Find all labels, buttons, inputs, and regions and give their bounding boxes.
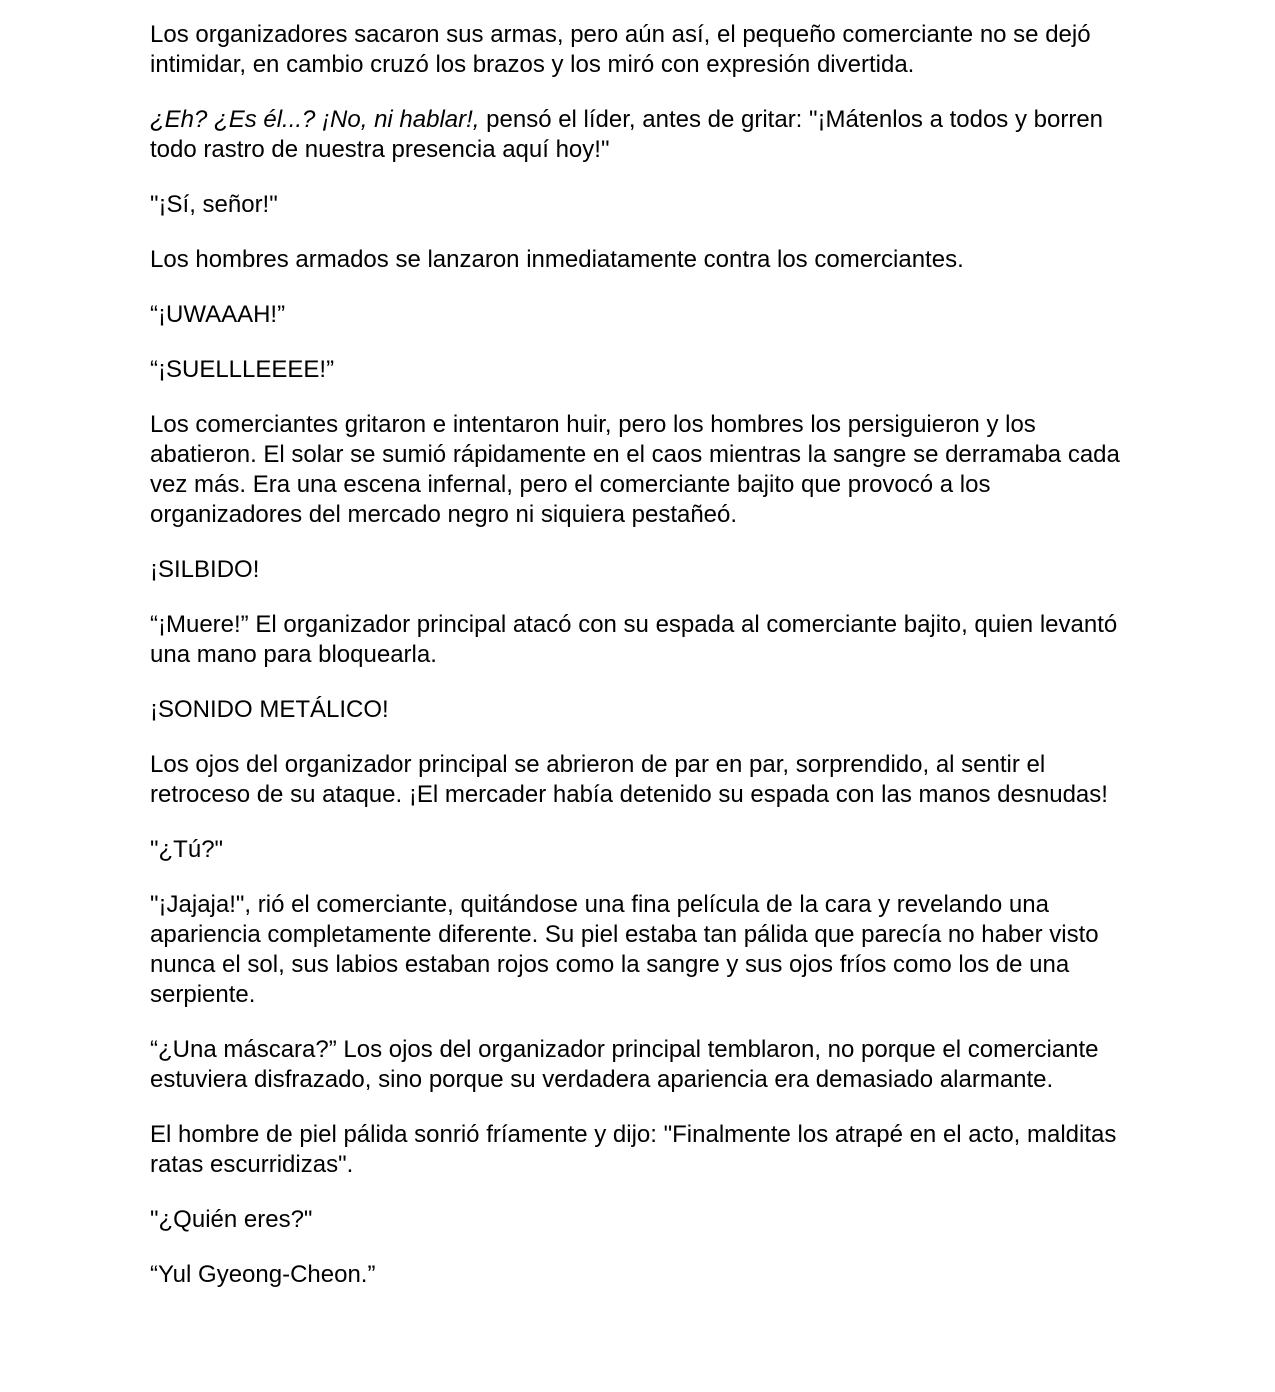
- paragraph-text: "¿Quién eres?": [150, 1206, 313, 1233]
- paragraph-text: ¡SONIDO METÁLICO!: [150, 696, 389, 723]
- paragraph-text: "¿Tú?": [150, 836, 224, 863]
- paragraph-text: Los comerciantes gritaron e intentaron huir, pero los hombres los persiguieron y los abatieron. El solar se sumió rápidamente en el caos mientras la sangre se derramaba cada vez más. Era una escena infernal, pero el comerciante bajito que provocó a los organizadores del mercado negro ni siquiera pestañeó.: [150, 411, 1120, 528]
- paragraph: [150, 555, 1140, 585]
- paragraph-text: “Yul Gyeong-Cheon.”: [150, 1261, 376, 1288]
- paragraph: [150, 20, 1140, 80]
- paragraph-text: “¡Muere!” El organizador principal atacó con su espada al comerciante bajito, quien levantó una mano para bloquearla.: [150, 611, 1118, 668]
- paragraph-text: “¡SUELLLEEEE!”: [150, 356, 335, 383]
- paragraph: [150, 1260, 1140, 1290]
- paragraph-text: “¡UWAAAH!”: [150, 301, 286, 328]
- paragraph-italic-thought: ¿Eh? ¿Es él...? ¡No, ni hablar!,: [150, 106, 480, 133]
- paragraph-text: Los hombres armados se lanzaron inmediatamente contra los comerciantes.: [150, 246, 964, 273]
- paragraph-text: ¡SILBIDO!: [150, 556, 260, 583]
- paragraph: [150, 245, 1140, 275]
- paragraph: [150, 695, 1140, 725]
- paragraph: [150, 610, 1140, 670]
- paragraph-text: Los organizadores sacaron sus armas, pero aún así, el pequeño comerciante no se dejó intimidar, en cambio cruzó los brazos y los miró con expresión divertida.: [150, 21, 1091, 78]
- paragraph: [150, 300, 1140, 330]
- paragraph: [150, 750, 1140, 810]
- paragraph: [150, 1035, 1140, 1095]
- paragraph: [150, 1205, 1140, 1235]
- paragraph: [150, 890, 1140, 1010]
- document-page: [150, 20, 1140, 1290]
- paragraph-text: El hombre de piel pálida sonrió fríamente y dijo: "Finalmente los atrapé en el acto, malditas ratas escurridizas".: [150, 1121, 1117, 1178]
- paragraph-text: Los ojos del organizador principal se abrieron de par en par, sorprendido, al sentir el retroceso de su ataque. ¡El mercader había detenido su espada con las manos desnudas!: [150, 751, 1108, 808]
- paragraph: [150, 105, 1140, 165]
- paragraph: [150, 835, 1140, 865]
- paragraph: [150, 190, 1140, 220]
- paragraph-text: pensó el líder, antes de gritar: "¡Mátenlos a todos y borren todo rastro de nuestra presencia aquí hoy!": [150, 106, 1104, 163]
- paragraph: [150, 1120, 1140, 1180]
- paragraph-text: “¿Una máscara?” Los ojos del organizador principal temblaron, no porque el comerciante estuviera disfrazado, sino porque su verdadera apariencia era demasiado alarmante.: [150, 1036, 1099, 1093]
- paragraph-text: "¡Sí, señor!": [150, 191, 278, 218]
- paragraph-text: "¡Jajaja!", rió el comerciante, quitándose una fina película de la cara y revelando una apariencia completamente diferente. Su piel estaba tan pálida que parecía no haber visto nunca el sol, sus labios estaban rojos como la sangre y sus ojos fríos como los de una serpiente.: [150, 891, 1099, 1008]
- paragraph: [150, 410, 1140, 530]
- paragraph: [150, 355, 1140, 385]
